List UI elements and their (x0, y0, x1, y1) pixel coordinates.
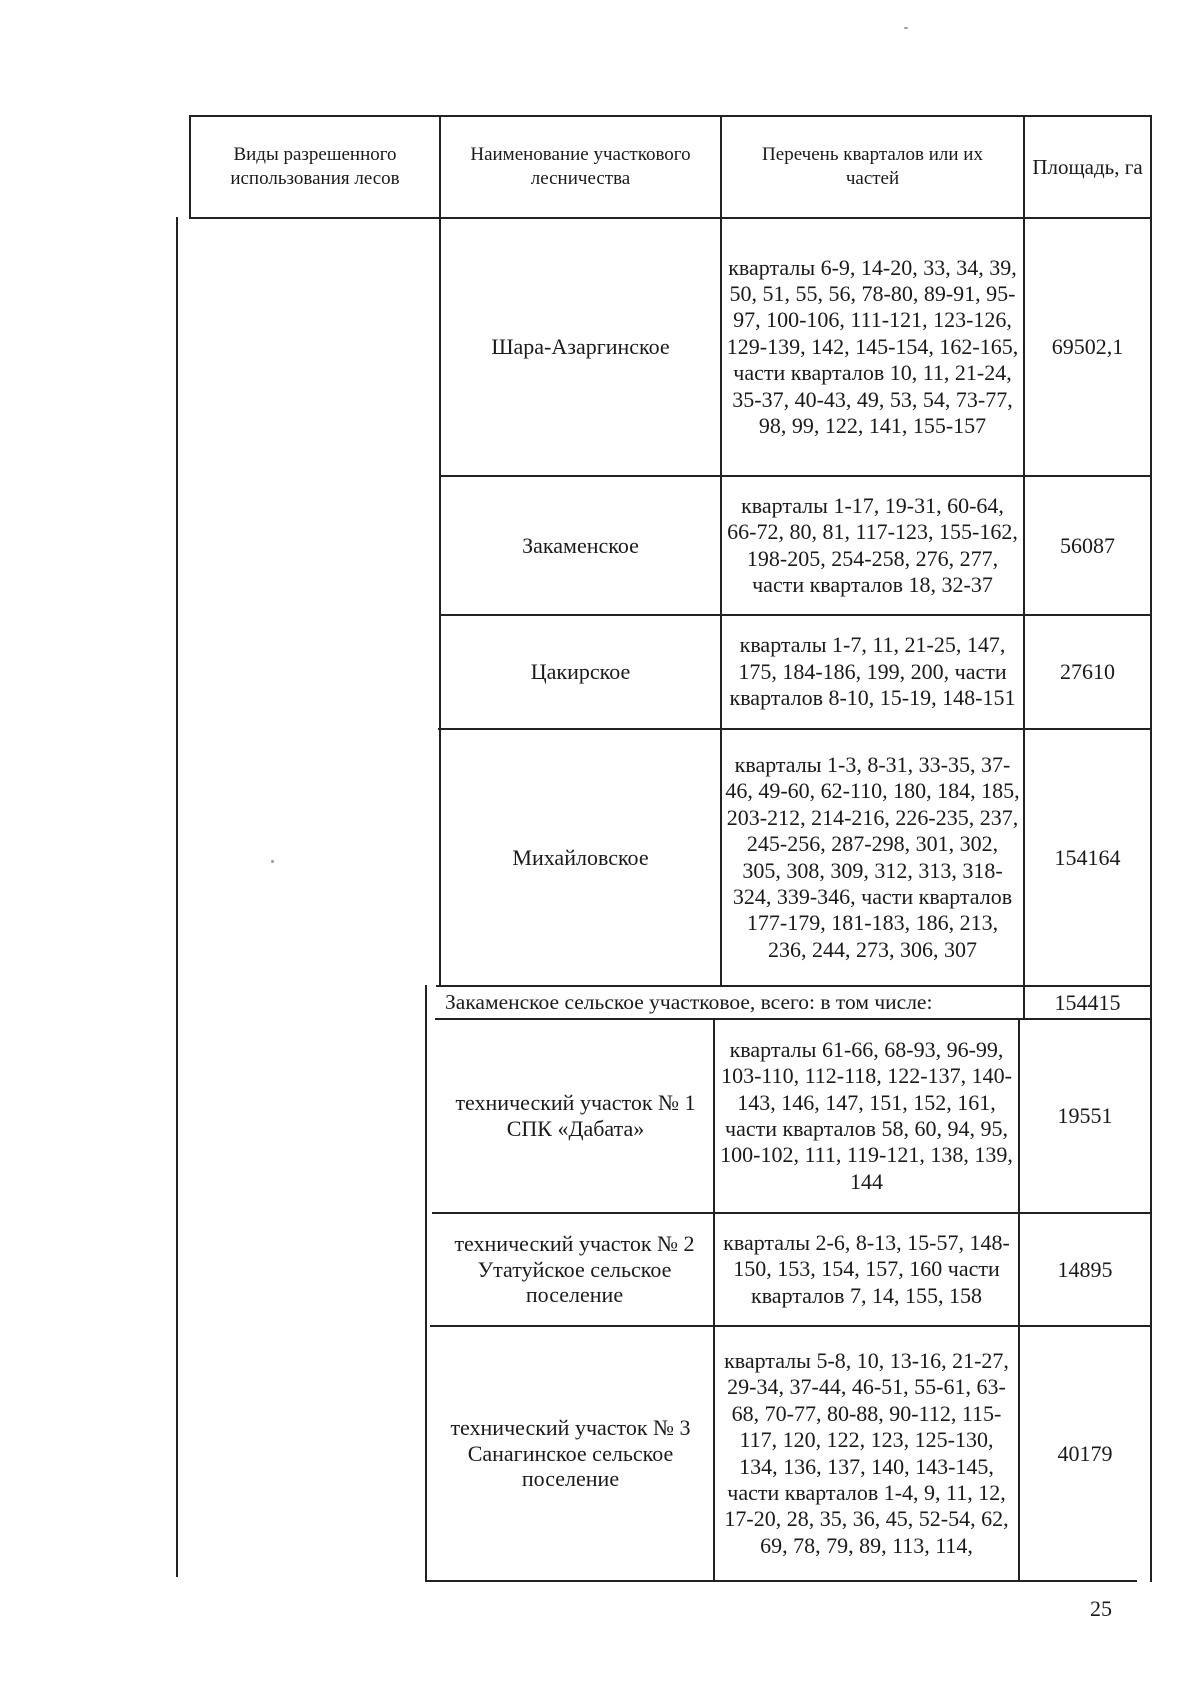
quarters-list: кварталы 6-9, 14-20, 33, 34, 39, 50, 51, 55, 56, 78-80, 89-91, 95-97, 100-106, 111-121, 123-126, 129-139, 142, 145-154, 162-165, части кварталов 10, 11, 21-24, 35-37, 40-43, 49, 53, 54, 73-77, 98, 99, 122, 141, 155-157 (726, 254, 1019, 438)
forestry-name: Шара-Азаргинское (491, 334, 670, 360)
area-value: 56087 (1060, 532, 1115, 558)
technical-plot-name: технический участок № 3 Санагинское сельское поселение (450, 1415, 691, 1492)
area-value: 69502,1 (1051, 334, 1124, 360)
forestry-name: Михайловское (512, 844, 649, 870)
forestry-name: Закаменское (522, 532, 639, 558)
quarters-list: кварталы 5-8, 10, 13-16, 21-27, 29-34, 37-44, 46-51, 55-61, 63-68, 70-77, 80-88, 90-112, 115-117, 120, 122, 123, 125-130, 134, 136, 137, 140, 143-145, части кварталов 1-4, 9, 11, 12, 17-20, 28, 35, 36, 45, 52-54, 62, 69, 78, 79, 89, 113, 114, (724, 1347, 1009, 1558)
header-area: Площадь, га (1032, 154, 1143, 179)
area-value: 14895 (1057, 1256, 1113, 1282)
quarters-list: кварталы 1-17, 19-31, 60-64, 66-72, 80, 81, 117-123, 155-162, 198-205, 254-258, 276, 277, части кварталов 18, 32-37 (727, 492, 1018, 597)
header-forestry-name: Наименование участкового лесничества (470, 143, 691, 189)
scan-speck (904, 27, 908, 29)
header-quarters-list: Перечень кварталов или их частей (762, 143, 983, 189)
technical-plot-name: технический участок № 2 Утатуйское сельское поселение (454, 1231, 695, 1308)
header-usage-types: Виды разрешенного использования лесов (230, 143, 400, 189)
quarters-list: кварталы 2-6, 8-13, 15-57, 148-150, 153, 154, 157, 160 части кварталов 7, 14, 155, 158 (723, 1229, 1010, 1308)
area-value: 27610 (1060, 659, 1115, 685)
quarters-list: кварталы 61-66, 68-93, 96-99, 103-110, 112-118, 122-137, 140-143, 146, 147, 151, 152, 161, части кварталов 58, 60, 94, 95, 100-102, 111, 119-121, 138, 139, 144 (720, 1036, 1013, 1194)
area-value: 154164 (1054, 844, 1121, 870)
forestry-name: Цакирское (530, 659, 631, 685)
scan-speck (271, 860, 274, 863)
quarters-list: кварталы 1-3, 8-31, 33-35, 37-46, 49-60, 62-110, 180, 184, 185, 203-212, 214-216, 226-235, 237, 245-256, 287-298, 301, 302, 305, 308, 309, 312, 313, 318-324, 339-346, части кварталов 177-179, 181-183, 186, 213, 236, 244, 273, 306, 307 (725, 751, 1020, 962)
subtotal-label: Закаменское сельское участковое, всего: в том числе: (445, 990, 933, 1015)
page-number: 25 (1090, 1596, 1112, 1621)
quarters-list: кварталы 1-7, 11, 21-25, 147, 175, 184-186, 199, 200, части кварталов 8-10, 15-19, 148-151 (729, 632, 1016, 711)
area-value: 40179 (1057, 1440, 1113, 1466)
area-value: 19551 (1057, 1103, 1113, 1129)
technical-plot-name: технический участок № 1 СПК «Дабата» (455, 1090, 696, 1141)
subtotal-area: 154415 (1054, 989, 1121, 1015)
